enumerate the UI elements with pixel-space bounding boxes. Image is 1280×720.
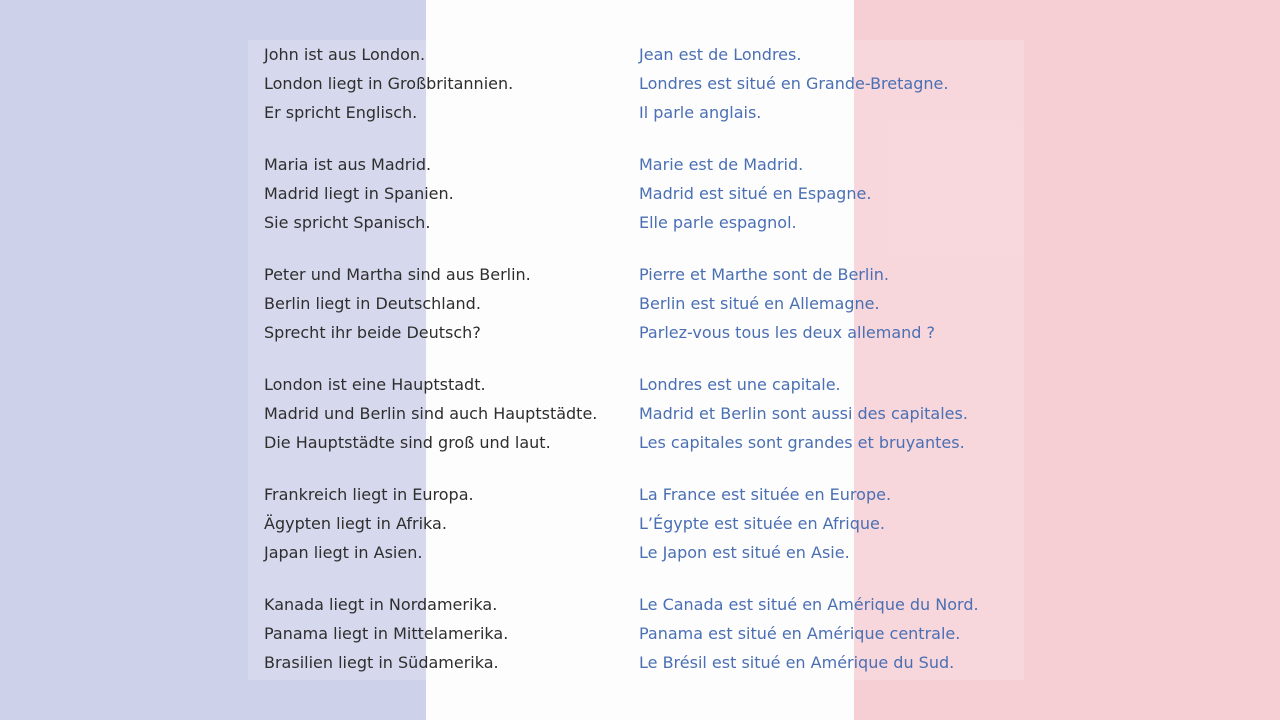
phrase-group: [264, 480, 1024, 567]
phrase-row: [264, 179, 1024, 208]
phrase-row: [264, 480, 1024, 509]
phrase-row: [264, 399, 1024, 428]
german-phrase: John ist aus London.: [264, 45, 426, 64]
phrase-row: [264, 370, 1024, 399]
phrase-row: [264, 40, 1024, 69]
phrase-row: [264, 428, 1024, 457]
french-translation: Les capitales sont grandes et bruyantes.: [639, 433, 965, 452]
phrase-row: [264, 619, 1024, 648]
phrase-row: [264, 260, 1024, 289]
german-phrase: Kanada liegt in Nordamerika.: [264, 595, 498, 614]
french-translation: Le Japon est situé en Asie.: [639, 543, 850, 562]
french-translation: Madrid est situé en Espagne.: [639, 184, 872, 203]
french-translation: Londres est une capitale.: [639, 375, 841, 394]
french-translation: Marie est de Madrid.: [639, 155, 804, 174]
phrase-row: [264, 208, 1024, 237]
german-phrase: Japan liegt in Asien.: [264, 543, 423, 562]
phrase-group: [264, 260, 1024, 347]
french-translation: Parlez-vous tous les deux allemand ?: [639, 323, 935, 342]
german-phrase: Peter und Martha sind aus Berlin.: [264, 265, 531, 284]
german-phrase: Ägypten liegt in Afrika.: [264, 514, 447, 533]
german-phrase: Frankreich liegt in Europa.: [264, 485, 474, 504]
french-translation: Elle parle espagnol.: [639, 213, 797, 232]
german-phrase: Madrid und Berlin sind auch Hauptstädte.: [264, 404, 598, 423]
german-phrase: Die Hauptstädte sind groß und laut.: [264, 433, 551, 452]
french-translation: Le Canada est situé en Amérique du Nord.: [639, 595, 979, 614]
phrase-list: [264, 40, 1024, 700]
german-phrase: Brasilien liegt in Südamerika.: [264, 653, 499, 672]
german-phrase: London liegt in Großbritannien.: [264, 74, 514, 93]
german-phrase: Berlin liegt in Deutschland.: [264, 294, 481, 313]
phrase-group: [264, 590, 1024, 677]
french-translation: La France est située en Europe.: [639, 485, 892, 504]
german-phrase: Maria ist aus Madrid.: [264, 155, 432, 174]
phrase-row: [264, 509, 1024, 538]
phrase-group: [264, 40, 1024, 127]
french-translation: L’Égypte est située en Afrique.: [639, 514, 885, 533]
french-translation: Le Brésil est situé en Amérique du Sud.: [639, 653, 955, 672]
german-phrase: Sprecht ihr beide Deutsch?: [264, 323, 481, 342]
german-phrase: Madrid liegt in Spanien.: [264, 184, 454, 203]
phrase-row: [264, 69, 1024, 98]
french-translation: Il parle anglais.: [639, 103, 762, 122]
phrase-row: [264, 150, 1024, 179]
phrase-row: [264, 538, 1024, 567]
phrase-group: [264, 150, 1024, 237]
french-translation: Madrid et Berlin sont aussi des capitales.: [639, 404, 968, 423]
french-translation: Londres est situé en Grande-Bretagne.: [639, 74, 949, 93]
french-translation: Pierre et Marthe sont de Berlin.: [639, 265, 889, 284]
german-phrase: Sie spricht Spanisch.: [264, 213, 431, 232]
french-translation: Berlin est situé en Allemagne.: [639, 294, 880, 313]
french-translation: Panama est situé en Amérique centrale.: [639, 624, 961, 643]
phrase-group: [264, 370, 1024, 457]
phrase-row: [264, 289, 1024, 318]
phrase-row: [264, 590, 1024, 619]
french-translation: Jean est de Londres.: [639, 45, 802, 64]
german-phrase: Er spricht Englisch.: [264, 103, 418, 122]
german-phrase: Panama liegt in Mittelamerika.: [264, 624, 509, 643]
phrase-row: [264, 98, 1024, 127]
phrase-row: [264, 318, 1024, 347]
german-phrase: London ist eine Hauptstadt.: [264, 375, 486, 394]
phrase-row: [264, 648, 1024, 677]
